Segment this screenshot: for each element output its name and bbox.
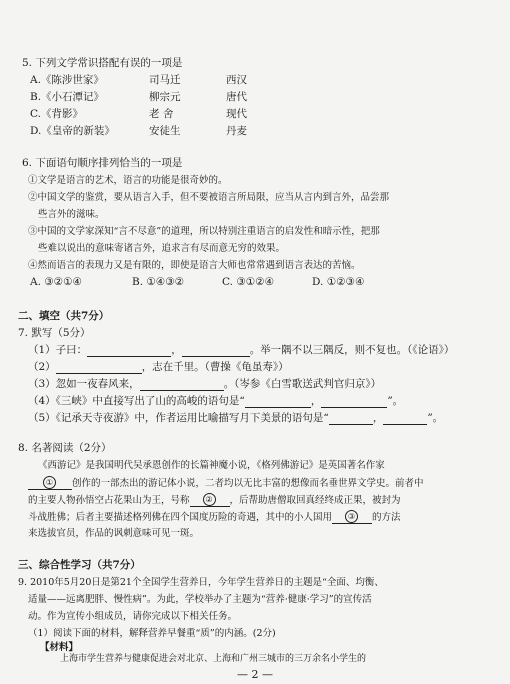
q9-line-3: 动。作为宣传小组成员，请你完成以下相关任务。 xyxy=(28,611,238,622)
q5-option-a-title: A.《陈涉世家》 xyxy=(30,74,104,86)
q7-5-suffix: ”。 xyxy=(427,412,444,424)
q5-option-b-author: 柳宗元 xyxy=(149,91,181,103)
answer-blank[interactable] xyxy=(383,424,427,425)
q6-sentence-3-cont: 些难以说出的意味寄诸言外，追求言有尽而意无穷的效果。 xyxy=(38,243,286,254)
q9-sub-1: （1）阅读下面的材料，解释营养早餐重“质”的内涵。(2分) xyxy=(28,628,276,639)
answer-blank[interactable] xyxy=(190,493,230,507)
q7-3-prefix: （3）忽如一夜春风来， xyxy=(28,378,140,390)
material-label: 【材料】 xyxy=(40,642,79,653)
q7-item-4 xyxy=(28,395,403,408)
q7-5-comma: ， xyxy=(372,412,384,424)
q7-title: 7. 默写（5分） xyxy=(18,327,91,339)
q7-2-prefix: （2） xyxy=(28,361,56,373)
q5-option-c-author: 老 舍 xyxy=(149,108,174,120)
q5-stem: 5. 下列文学常识搭配有误的一项是 xyxy=(22,57,183,69)
q7-5-prefix: （5）《记承天寺夜游》中，作者运用比喻描写月下美景的语句是“ xyxy=(28,412,329,424)
q9-line-2: 适量——远离肥胖、慢性病”。为此，学校举办了主题为“营养·健康·学习”的宣传活 xyxy=(28,594,372,605)
answer-blank[interactable] xyxy=(140,390,224,391)
q8-line-4-suffix: 的方法 xyxy=(372,512,401,523)
section-3-title: 三、综合性学习（共7分） xyxy=(18,559,141,571)
answer-blank[interactable] xyxy=(321,407,387,408)
q7-3-suffix: 。（岑参《白雪歌送武判官归京》） xyxy=(223,378,382,390)
answer-blank[interactable] xyxy=(182,356,250,357)
q8-title: 8. 名著阅读（2分） xyxy=(18,442,112,454)
answer-blank[interactable] xyxy=(332,510,372,524)
circle-mark-3: ③ xyxy=(345,510,358,523)
material-text: 上海市学生营养与健康促进会对北京、上海和广州三城市的三万余名小学生的 xyxy=(60,654,367,664)
q6-choice-c: C. ③①②④ xyxy=(222,276,274,288)
q6-choice-d: D. ①②③④ xyxy=(312,276,365,288)
q6-sentence-4: ④然而语言的表现力又是有限的，即使是语言大师也常常遇到语言表达的苦恼。 xyxy=(28,260,361,271)
q7-item-3 xyxy=(28,378,381,391)
q5-option-b-era: 唐代 xyxy=(226,91,247,103)
answer-blank[interactable] xyxy=(245,407,311,408)
q7-1-suffix: 。举一隅不以三隅反，则不复也。（《论语》） xyxy=(249,344,455,356)
q5-option-d-title: D.《皇帝的新装》 xyxy=(30,125,115,137)
q5-option-c-title: C.《背影》 xyxy=(30,108,83,120)
q8-line-2 xyxy=(28,476,424,490)
q7-item-5 xyxy=(28,412,443,425)
q5-option-a-era: 西汉 xyxy=(226,74,247,86)
q7-4-comma: ， xyxy=(310,395,322,407)
q7-1-comma: ， xyxy=(171,344,182,356)
q6-choice-a: A. ③②①④ xyxy=(30,276,82,288)
q8-line-5: 来选拔官员，作品的讽刺意味可见一斑。 xyxy=(28,528,200,539)
circle-mark-1: ① xyxy=(43,476,56,489)
q8-line-2-text: 创作的一部杰出的游记体小说，二者均以无比丰富的想像而名垂世界文学史。前者中 xyxy=(72,478,424,489)
q6-choice-b: B. ①④③② xyxy=(132,276,185,288)
q5-option-a-author: 司马迁 xyxy=(149,74,181,86)
q8-line-3-prefix: 的主要人物孙悟空占花果山为王，号称 xyxy=(28,495,190,506)
q6-sentence-1: ①文学是语言的艺术，语言的功能是很奇妙的。 xyxy=(28,175,228,186)
q7-item-2 xyxy=(28,361,289,374)
q7-2-suffix: ，志在千里。（曹操《龟虽寿》） xyxy=(141,361,289,373)
q8-line-3 xyxy=(28,493,401,507)
q7-item-1 xyxy=(28,344,454,357)
q8-line-1: 《西游记》是我国明代吴承恩创作的长篇神魔小说，《格列佛游记》是英国著名作家 xyxy=(38,460,385,471)
q8-line-4-prefix: 斗战胜佛；后者主要描述格列佛在四个国度历险的奇遇，其中的小人国用 xyxy=(28,512,333,523)
answer-blank[interactable] xyxy=(56,373,142,374)
section-2-title: 二、填空（共7分） xyxy=(18,310,110,322)
q7-4-prefix: （4）《三峡》中直接写出了山的高峻的语句是“ xyxy=(28,395,245,407)
q9-line-1: 9. 2010年5月20日是第21个全国学生营养日，今年学生营养日的主题是“全面、均衡、 xyxy=(18,577,384,588)
q6-sentence-3: ③中国的文学家深知“言不尽意”的道理，所以特别注重语言的启发性和暗示性，把那 xyxy=(28,226,380,237)
q6-sentence-2: ②中国文学的鉴赏，要从语言入手，但不要被语言所局限，应当从言内到言外，品尝那 xyxy=(28,192,390,203)
q7-4-suffix: ”。 xyxy=(387,395,404,407)
answer-blank[interactable] xyxy=(87,356,171,357)
q7-1-prefix: （1）子曰： xyxy=(28,344,88,356)
q5-option-c-era: 现代 xyxy=(226,108,247,120)
circle-mark-2: ② xyxy=(203,493,216,506)
answer-blank[interactable] xyxy=(329,424,373,425)
q8-line-3-suffix: ，后帮助唐僧取回真经终成正果，被封为 xyxy=(229,495,401,506)
q6-stem: 6. 下面语句顺序排列恰当的一项是 xyxy=(22,157,183,169)
answer-blank[interactable] xyxy=(28,476,72,490)
q8-line-4 xyxy=(28,510,401,524)
page-number: — 2 — xyxy=(237,668,273,681)
q6-sentence-2-cont: 些言外的滋味。 xyxy=(38,209,105,220)
q5-option-b-title: B.《小石潭记》 xyxy=(30,91,105,103)
q5-option-d-era: 丹麦 xyxy=(226,125,247,137)
q5-option-d-author: 安徒生 xyxy=(149,125,181,137)
